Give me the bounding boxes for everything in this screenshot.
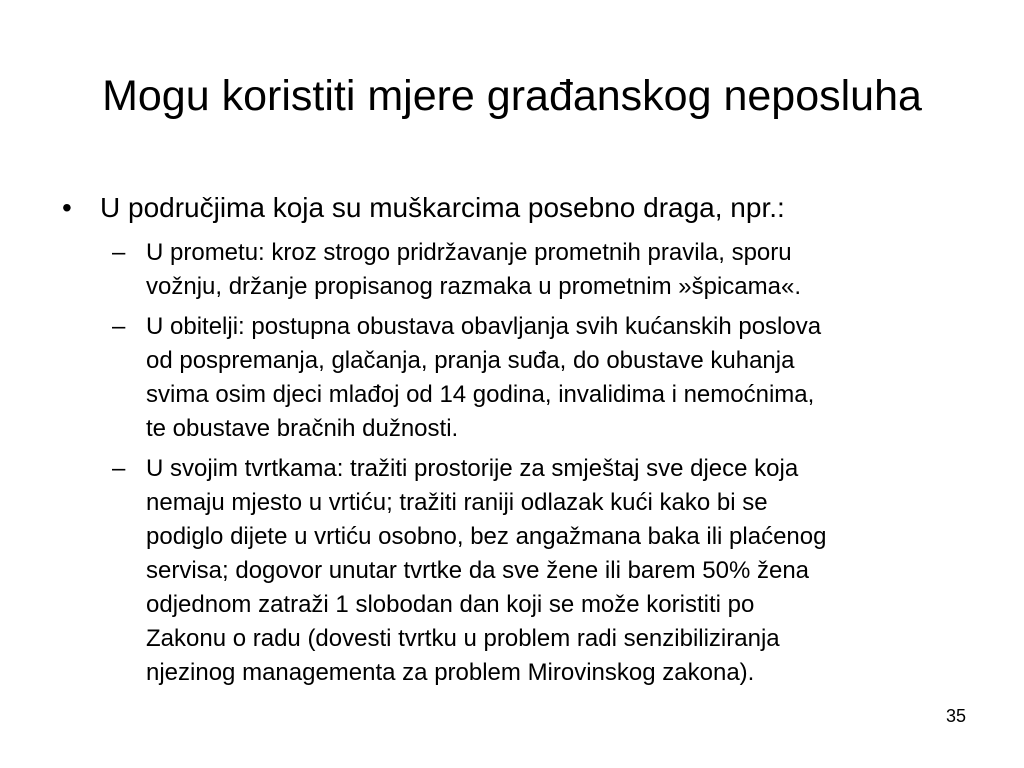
page-number: 35 xyxy=(945,706,966,726)
sub-point-line: te obustave bračnih dužnosti. xyxy=(146,415,459,442)
sub-point-line: vožnju, držanje propisanog razmaka u prometnim »špicama«. xyxy=(146,273,801,300)
sub-point-line: podiglo dijete u vrtiću osobno, bez angažmana baka ili plaćenog xyxy=(146,523,827,550)
bullet-icon: • xyxy=(62,192,72,223)
sub-point-line: U svojim tvrtkama: tražiti prostorije za smještaj sve djece koja xyxy=(146,455,799,482)
sub-point-family xyxy=(112,310,976,446)
main-bullet-point xyxy=(62,190,785,226)
sub-point-line: svima osim djeci mlađoj od 14 godina, invalidima i nemoćnima, xyxy=(146,381,815,408)
sub-point-line: Zakonu o radu (dovesti tvrtku u problem radi senzibiliziranja xyxy=(146,625,780,652)
dash-icon: – xyxy=(112,313,126,340)
sub-point-line: servisa; dogovor unutar tvrtke da sve žene ili barem 50% žena xyxy=(146,557,810,584)
sub-point-line: njezinog managementa za problem Mirovinskog zakona). xyxy=(146,659,755,686)
main-bullet-text: U područjima koja su muškarcima posebno draga, npr.: xyxy=(100,192,785,223)
slide-title: Mogu koristiti mjere građanskog neposluha xyxy=(102,72,922,120)
sub-point-line: U obitelji: postupna obustava obavljanja svih kućanskih poslova xyxy=(146,313,822,340)
sub-point-line: odjednom zatraži 1 slobodan dan koji se može koristiti po xyxy=(146,591,755,618)
sub-point-companies xyxy=(112,452,976,690)
dash-icon: – xyxy=(112,455,126,482)
sub-point-line: U prometu: kroz strogo pridržavanje prometnih pravila, sporu xyxy=(146,239,792,266)
dash-icon: – xyxy=(112,239,126,266)
sub-point-line: nemaju mjesto u vrtiću; tražiti raniji odlazak kući kako bi se xyxy=(146,489,768,516)
sub-point-line: od pospremanja, glačanja, pranja suđa, do obustave kuhanja xyxy=(146,347,795,374)
sub-point-traffic xyxy=(112,236,976,304)
